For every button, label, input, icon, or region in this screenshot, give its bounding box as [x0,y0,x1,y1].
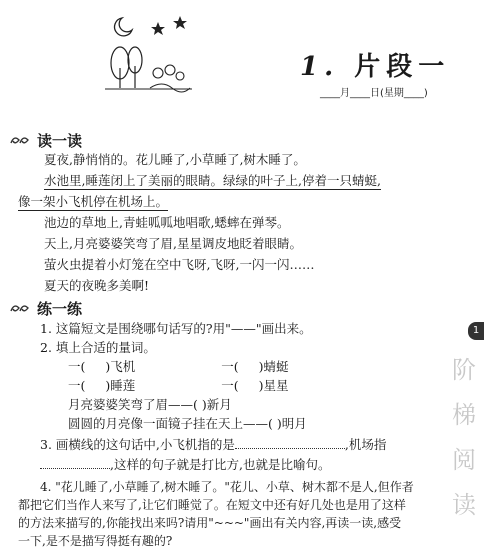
swirl-icon [8,133,32,149]
question-3: 3. 画横线的这句话中,小飞机指的是 ,机场指 [40,437,387,452]
question-2: 2. 填上合适的量词。 [40,340,156,355]
practice-heading: 练一练 [8,298,82,319]
reading-passage [18,149,458,296]
question-4: 4. "花儿睡了,小草睡了,树木睡了。"花儿、小草、树木都不是人,但作者 都把它们当作人来写了,让它们睡觉了。在短文中还有好几处也是用了这样 的方法来描写的,你能找出来吗?请用"~~~"画出有关内容,再读一读,感受 一下,是不是描写得挺有趣的? [18,480,414,548]
q2-row: 一( )睡莲 一( )星星 [68,378,289,393]
passage-line: 水池里,睡莲闭上了美丽的眼睛。绿绿的叶子上,停着一只蜻蜓, [44,173,381,188]
passage-line: 夏天的夜晚多美啊! [44,278,150,293]
passage-line: 天上,月亮婆婆笑弯了眉,星星调皮地眨着眼睛。 [44,236,302,251]
question-1: 1. 这篇短文是围绕哪句话写的?用"——"画出来。 [40,321,312,336]
q2-line-4: 圆圆的月亮像一面镜子挂在天上——( )明月 [68,416,307,431]
side-char: 梯 [452,401,476,429]
q2-row: 一( )飞机 一( )蜻蜓 [68,359,289,374]
date-line: ____月____日(星期____) [320,88,428,99]
passage-line: 像一架小飞机停在机场上。 [18,194,169,209]
side-char: 读 [452,491,476,519]
passage-line: 夏夜,静悄悄的。花儿睡了,小草睡了,树木睡了。 [44,152,306,167]
side-char: 阅 [452,446,476,474]
lesson-title: 1. 片段一 [300,52,451,82]
q2-line-3: 月亮婆婆笑弯了眉——( )新月 [68,397,232,412]
question-3-cont: ,这样的句子就是打比方,也就是比喻句。 [40,454,460,475]
side-char: 阶 [452,356,476,384]
night-scene-illustration [100,8,195,93]
passage-line: 池边的草地上,青蛙呱呱地唱歌,蟋蟀在弹琴。 [44,215,290,230]
read-heading: 读一读 [8,130,82,151]
swirl-icon [8,301,32,317]
page-number: 1 [468,322,484,340]
passage-line: 萤火虫提着小灯笼在空中飞呀,飞呀,一闪一闪…… [44,257,315,272]
